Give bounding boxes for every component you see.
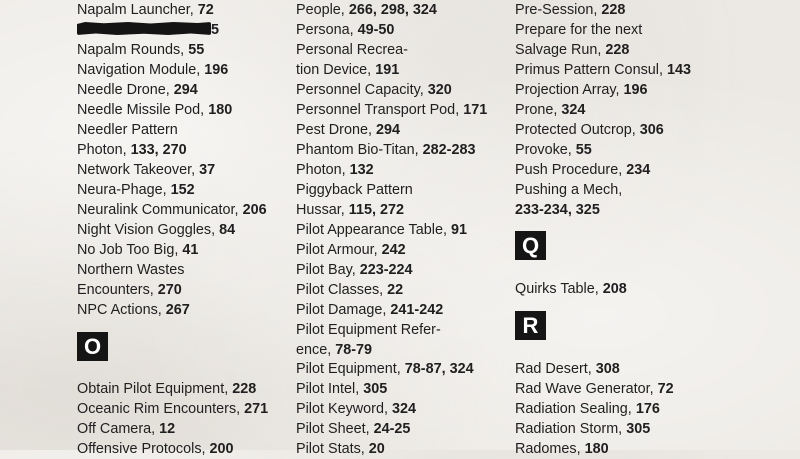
index-entry-pilot-intel: Pilot Intel, 305	[296, 381, 388, 397]
index-entry-pilot-classes: Pilot Classes, 22	[296, 282, 404, 298]
index-entry-prepare-next: Prepare for the next	[515, 22, 643, 38]
section-letter-r: R	[515, 311, 546, 340]
index-entry-provoke: Provoke, 55	[515, 142, 592, 158]
index-entry-neuralink: Neuralink Communicator, 206	[77, 202, 267, 218]
index-entry-photon: Photon, 132	[296, 162, 374, 178]
index-entry-needler-pattern: Needler Pattern	[77, 122, 178, 138]
section-letter-o: O	[77, 332, 108, 361]
index-entry-pilot-bay: Pilot Bay, 223-224	[296, 262, 413, 278]
index-entry-navigation-module: Navigation Module, 196	[77, 62, 229, 78]
index-entry-radiation-sealing: Radiation Sealing, 176	[515, 401, 660, 417]
index-entry-npc-actions: NPC Actions, 267	[77, 302, 190, 318]
index-entry-rad-desert: Rad Desert, 308	[515, 361, 620, 377]
index-entry-offensive-protocols: Offensive Protocols, 200	[77, 441, 234, 457]
index-entry-prepare-next-cont: Salvage Run, 228	[515, 42, 630, 58]
index-entry-needle-missile-pod: Needle Missile Pod, 180	[77, 102, 233, 118]
index-entry-needle-drone: Needle Drone, 294	[77, 82, 198, 98]
index-entry-pilot-armour: Pilot Armour, 242	[296, 242, 406, 258]
index-entry-pilot-stats: Pilot Stats, 20	[296, 441, 385, 457]
index-entry-pushing-mech-cont: 233-234, 325	[515, 202, 600, 218]
index-entry-obtain-pilot-equipment: Obtain Pilot Equipment, 228	[77, 381, 257, 397]
index-entry-pilot-damage: Pilot Damage, 241-242	[296, 302, 444, 318]
index-entry-northern-wastes: Northern Wastes	[77, 262, 185, 278]
section-letter-q: Q	[515, 231, 546, 260]
index-entry-rad-wave-generator: Rad Wave Generator, 72	[515, 381, 674, 397]
index-entry-prone: Prone, 324	[515, 102, 586, 118]
index-entry-no-job: No Job Too Big, 41	[77, 242, 199, 258]
index-entry-primus-pattern: Primus Pattern Consul, 143	[515, 62, 691, 78]
index-entry-personnel-capacity: Personnel Capacity, 320	[296, 82, 452, 98]
index-entry-pre-session: Pre-Session, 228	[515, 2, 626, 18]
index-entry-protected-outcrop: Protected Outcrop, 306	[515, 122, 664, 138]
index-entry-personal-recreation: Personal Recrea-	[296, 42, 408, 58]
index-entry-redacted: 5	[77, 20, 219, 40]
index-entry-people: People, 266, 298, 324	[296, 2, 437, 18]
index-entry-needler-pattern-cont: Photon, 133, 270	[77, 142, 187, 158]
index-entry-pilot-equipment: Pilot Equipment, 78-87, 324	[296, 361, 474, 377]
index-entry-night-vision: Night Vision Goggles, 84	[77, 222, 236, 238]
index-entry-piggyback-pattern-cont: Hussar, 115, 272	[296, 202, 405, 218]
index-entry-projection-array: Projection Array, 196	[515, 82, 648, 98]
index-entry-pilot-equipment-reference: Pilot Equipment Refer-	[296, 322, 441, 338]
index-entry-persona: Persona, 49-50	[296, 22, 395, 38]
index-entry-phantom-bio-titan: Phantom Bio-Titan, 282-283	[296, 142, 476, 158]
index-entry-pilot-keyword: Pilot Keyword, 324	[296, 401, 416, 417]
redaction-mark	[77, 22, 211, 35]
index-entry-push-procedure: Push Procedure, 234	[515, 162, 651, 178]
index-entry-neura-phage: Neura-Phage, 152	[77, 182, 195, 198]
index-entry-off-camera: Off Camera, 12	[77, 421, 176, 437]
index-entry-napalm-launcher: Napalm Launcher, 72	[77, 2, 214, 18]
index-entry-piggyback-pattern: Piggyback Pattern	[296, 182, 413, 198]
index-entry-personnel-transport-pod: Personnel Transport Pod, 171	[296, 102, 488, 118]
index-entry-personal-recreation-cont: tion Device, 191	[296, 62, 400, 78]
index-entry-radiation-storm: Radiation Storm, 305	[515, 421, 651, 437]
index-entry-pushing-mech: Pushing a Mech,	[515, 182, 623, 198]
index-entry-napalm-rounds: Napalm Rounds, 55	[77, 42, 205, 58]
index-entry-northern-wastes-cont: Encounters, 270	[77, 282, 182, 298]
index-entry-pilot-appearance-table: Pilot Appearance Table, 91	[296, 222, 467, 238]
index-entry-radomes: Radomes, 180	[515, 441, 609, 457]
index-entry-network-takeover: Network Takeover, 37	[77, 162, 216, 178]
index-entry-pest-drone: Pest Drone, 294	[296, 122, 401, 138]
index-entry-quirks-table: Quirks Table, 208	[515, 281, 627, 297]
index-entry-pilot-sheet: Pilot Sheet, 24-25	[296, 421, 411, 437]
index-entry-pilot-equipment-reference-cont: ence, 78-79	[296, 342, 373, 358]
index-entry-oceanic-rim: Oceanic Rim Encounters, 271	[77, 401, 269, 417]
